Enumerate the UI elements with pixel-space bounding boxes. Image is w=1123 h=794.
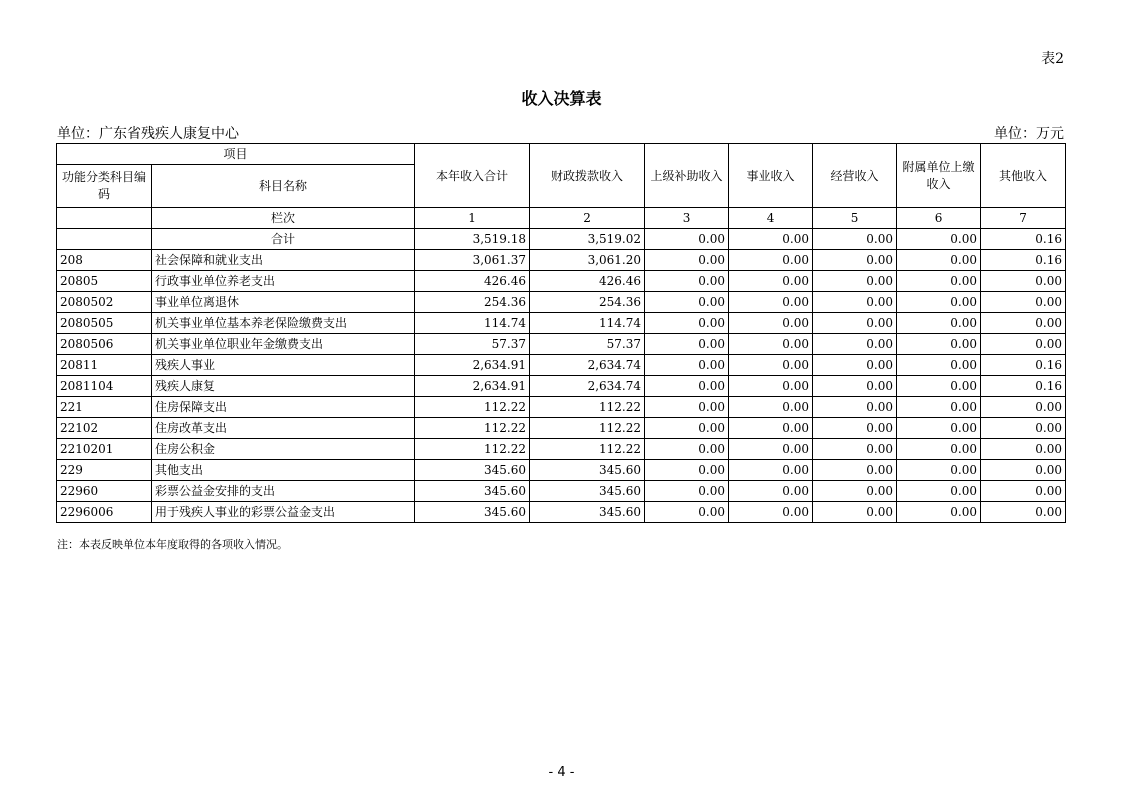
row-value-4: 0.00 <box>729 271 813 292</box>
table-row <box>57 292 1066 313</box>
row-value-6: 0.00 <box>897 376 981 397</box>
header-col-7: 其他收入 <box>981 144 1066 208</box>
row-value-1: 3,519.18 <box>415 229 530 250</box>
row-value-3: 0.00 <box>645 439 729 460</box>
row-value-7: 0.16 <box>981 250 1066 271</box>
row-value-3: 0.00 <box>645 250 729 271</box>
row-value-1: 112.22 <box>415 439 530 460</box>
header-item: 项目 <box>57 144 415 165</box>
row-value-5: 0.00 <box>813 439 897 460</box>
row-value-6: 0.00 <box>897 502 981 523</box>
row-value-1: 57.37 <box>415 334 530 355</box>
header-col-5: 经营收入 <box>813 144 897 208</box>
row-value-4: 0.00 <box>729 250 813 271</box>
col-num-3: 3 <box>645 208 729 229</box>
row-value-4: 0.00 <box>729 334 813 355</box>
row-value-1: 3,061.37 <box>415 250 530 271</box>
table-row <box>57 460 1066 481</box>
row-value-5: 0.00 <box>813 271 897 292</box>
row-value-5: 0.00 <box>813 250 897 271</box>
row-value-3: 0.00 <box>645 355 729 376</box>
row-value-6: 0.00 <box>897 355 981 376</box>
row-value-7: 0.00 <box>981 292 1066 313</box>
row-value-5: 0.00 <box>813 397 897 418</box>
row-value-2: 345.60 <box>530 481 645 502</box>
row-name: 住房改革支出 <box>152 418 415 439</box>
row-code: 2080506 <box>57 334 152 355</box>
row-value-7: 0.00 <box>981 481 1066 502</box>
row-value-2: 254.36 <box>530 292 645 313</box>
row-value-6: 0.00 <box>897 229 981 250</box>
row-value-6: 0.00 <box>897 460 981 481</box>
page-number: - 4 - <box>548 765 575 780</box>
row-code: 2296006 <box>57 502 152 523</box>
row-code: 229 <box>57 460 152 481</box>
row-value-3: 0.00 <box>645 229 729 250</box>
row-value-4: 0.00 <box>729 481 813 502</box>
row-value-6: 0.00 <box>897 418 981 439</box>
col-num-blank <box>57 208 152 229</box>
row-name: 残疾人事业 <box>152 355 415 376</box>
table-row <box>57 397 1066 418</box>
row-value-6: 0.00 <box>897 334 981 355</box>
row-value-1: 112.22 <box>415 397 530 418</box>
row-value-3: 0.00 <box>645 334 729 355</box>
row-value-7: 0.00 <box>981 460 1066 481</box>
header-col-3: 上级补助收入 <box>645 144 729 208</box>
row-value-6: 0.00 <box>897 313 981 334</box>
row-value-7: 0.00 <box>981 397 1066 418</box>
row-value-6: 0.00 <box>897 397 981 418</box>
row-value-1: 426.46 <box>415 271 530 292</box>
row-value-1: 254.36 <box>415 292 530 313</box>
table-row <box>57 334 1066 355</box>
row-value-5: 0.00 <box>813 481 897 502</box>
row-value-7: 0.00 <box>981 313 1066 334</box>
row-name: 住房保障支出 <box>152 397 415 418</box>
row-name: 机关事业单位职业年金缴费支出 <box>152 334 415 355</box>
row-name: 事业单位离退休 <box>152 292 415 313</box>
row-value-7: 0.00 <box>981 271 1066 292</box>
row-value-7: 0.00 <box>981 334 1066 355</box>
row-name: 机关事业单位基本养老保险缴费支出 <box>152 313 415 334</box>
row-code: 2080502 <box>57 292 152 313</box>
unit-currency: 单位：万元 <box>994 126 1064 142</box>
col-num-6: 6 <box>897 208 981 229</box>
row-name: 用于残疾人事业的彩票公益金支出 <box>152 502 415 523</box>
row-value-2: 345.60 <box>530 460 645 481</box>
row-value-5: 0.00 <box>813 355 897 376</box>
row-value-4: 0.00 <box>729 397 813 418</box>
row-value-2: 112.22 <box>530 439 645 460</box>
row-value-4: 0.00 <box>729 355 813 376</box>
row-value-5: 0.00 <box>813 292 897 313</box>
table-row <box>57 376 1066 397</box>
row-value-6: 0.00 <box>897 250 981 271</box>
header-name: 科目名称 <box>152 165 415 208</box>
row-value-4: 0.00 <box>729 439 813 460</box>
row-value-3: 0.00 <box>645 418 729 439</box>
row-value-7: 0.00 <box>981 439 1066 460</box>
row-value-2: 2,634.74 <box>530 376 645 397</box>
table-row <box>57 250 1066 271</box>
table-row <box>57 481 1066 502</box>
row-value-7: 0.00 <box>981 502 1066 523</box>
income-table <box>56 143 1066 523</box>
row-value-2: 112.22 <box>530 418 645 439</box>
row-value-2: 57.37 <box>530 334 645 355</box>
row-value-4: 0.00 <box>729 502 813 523</box>
row-value-1: 345.60 <box>415 460 530 481</box>
row-name: 彩票公益金安排的支出 <box>152 481 415 502</box>
row-value-1: 114.74 <box>415 313 530 334</box>
row-value-3: 0.00 <box>645 271 729 292</box>
row-value-5: 0.00 <box>813 313 897 334</box>
table-row <box>57 229 1066 250</box>
page-title: 收入决算表 <box>521 89 602 108</box>
row-value-6: 0.00 <box>897 481 981 502</box>
row-value-4: 0.00 <box>729 376 813 397</box>
table-row <box>57 418 1066 439</box>
row-value-2: 3,519.02 <box>530 229 645 250</box>
row-value-3: 0.00 <box>645 376 729 397</box>
row-code: 20805 <box>57 271 152 292</box>
row-value-3: 0.00 <box>645 481 729 502</box>
row-code: 2081104 <box>57 376 152 397</box>
header-col-1: 本年收入合计 <box>415 144 530 208</box>
col-num-2: 2 <box>530 208 645 229</box>
row-value-4: 0.00 <box>729 229 813 250</box>
col-num-5: 5 <box>813 208 897 229</box>
row-value-3: 0.00 <box>645 397 729 418</box>
row-value-3: 0.00 <box>645 292 729 313</box>
row-value-2: 2,634.74 <box>530 355 645 376</box>
row-code: 221 <box>57 397 152 418</box>
row-name: 住房公积金 <box>152 439 415 460</box>
row-code: 2210201 <box>57 439 152 460</box>
header-code: 功能分类科目编码 <box>57 165 152 208</box>
table-row <box>57 355 1066 376</box>
row-value-2: 114.74 <box>530 313 645 334</box>
row-code: 2080505 <box>57 313 152 334</box>
row-value-6: 0.00 <box>897 292 981 313</box>
row-value-4: 0.00 <box>729 460 813 481</box>
row-value-3: 0.00 <box>645 502 729 523</box>
column-number-row <box>57 208 1066 229</box>
header-col-6: 附属单位上缴收入 <box>897 144 981 208</box>
row-value-4: 0.00 <box>729 292 813 313</box>
row-value-5: 0.00 <box>813 376 897 397</box>
row-value-2: 345.60 <box>530 502 645 523</box>
table-number: 表2 <box>1041 51 1064 67</box>
col-num-1: 1 <box>415 208 530 229</box>
row-value-6: 0.00 <box>897 439 981 460</box>
row-code: 20811 <box>57 355 152 376</box>
row-value-5: 0.00 <box>813 502 897 523</box>
row-value-1: 345.60 <box>415 481 530 502</box>
row-name: 行政事业单位养老支出 <box>152 271 415 292</box>
header-col-4: 事业收入 <box>729 144 813 208</box>
row-value-4: 0.00 <box>729 313 813 334</box>
table-row <box>57 502 1066 523</box>
col-num-4: 4 <box>729 208 813 229</box>
row-value-5: 0.00 <box>813 460 897 481</box>
col-row-label: 栏次 <box>152 208 415 229</box>
row-value-5: 0.00 <box>813 418 897 439</box>
row-value-1: 2,634.91 <box>415 376 530 397</box>
col-num-7: 7 <box>981 208 1066 229</box>
row-name: 其他支出 <box>152 460 415 481</box>
row-value-3: 0.00 <box>645 313 729 334</box>
row-value-7: 0.16 <box>981 229 1066 250</box>
row-value-4: 0.00 <box>729 418 813 439</box>
row-code: 22102 <box>57 418 152 439</box>
row-name: 社会保障和就业支出 <box>152 250 415 271</box>
row-code: 208 <box>57 250 152 271</box>
row-value-7: 0.00 <box>981 418 1066 439</box>
row-value-3: 0.00 <box>645 460 729 481</box>
table-row <box>57 313 1066 334</box>
row-value-5: 0.00 <box>813 229 897 250</box>
header-row-top <box>57 144 1066 165</box>
row-value-1: 345.60 <box>415 502 530 523</box>
unit-organization: 单位：广东省残疾人康复中心 <box>57 126 239 142</box>
row-value-1: 2,634.91 <box>415 355 530 376</box>
row-value-7: 0.16 <box>981 355 1066 376</box>
row-value-6: 0.00 <box>897 271 981 292</box>
row-value-2: 112.22 <box>530 397 645 418</box>
row-value-5: 0.00 <box>813 334 897 355</box>
row-name: 残疾人康复 <box>152 376 415 397</box>
table-note: 注：本表反映单位本年度取得的各项收入情况。 <box>57 538 288 551</box>
row-value-2: 426.46 <box>530 271 645 292</box>
row-value-1: 112.22 <box>415 418 530 439</box>
row-name: 合计 <box>152 229 415 250</box>
table-row <box>57 439 1066 460</box>
row-value-7: 0.16 <box>981 376 1066 397</box>
row-value-2: 3,061.20 <box>530 250 645 271</box>
table-row <box>57 271 1066 292</box>
row-code <box>57 229 152 250</box>
row-code: 22960 <box>57 481 152 502</box>
header-col-2: 财政拨款收入 <box>530 144 645 208</box>
